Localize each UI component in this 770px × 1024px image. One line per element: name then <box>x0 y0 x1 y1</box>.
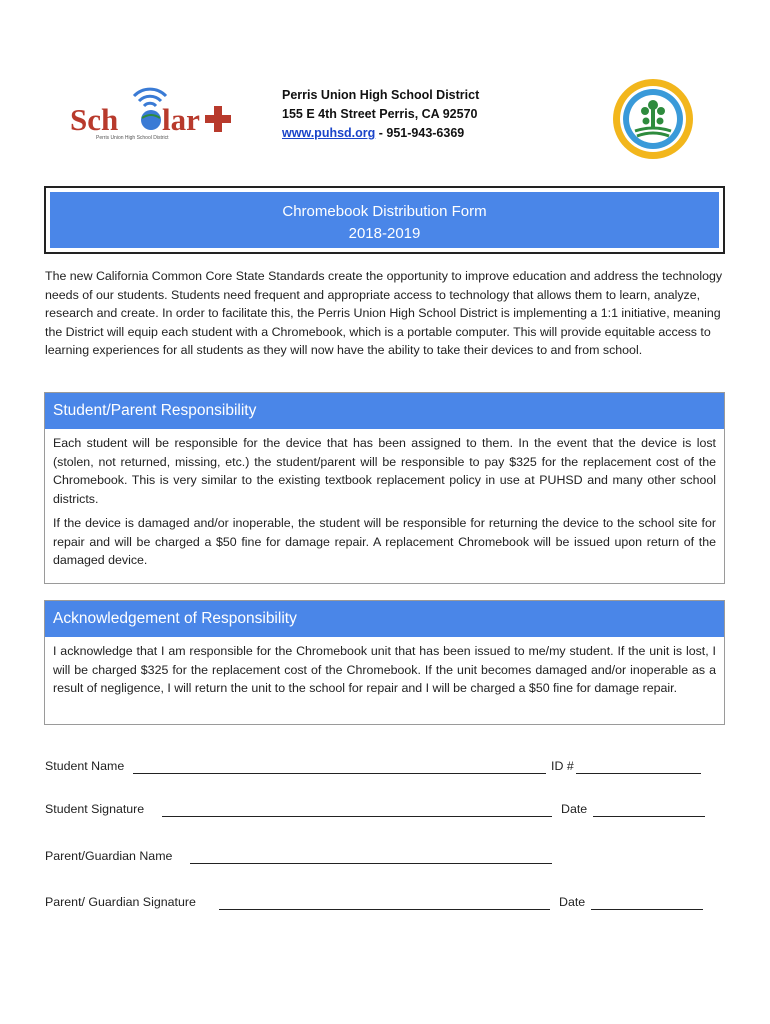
district-address: 155 E 4th Street Perris, CA 92570 <box>282 107 478 121</box>
website-link[interactable]: www.puhsd.org <box>282 126 376 140</box>
date-line-1[interactable] <box>593 816 705 817</box>
seal-graphic <box>612 78 694 160</box>
separator: - <box>375 126 387 140</box>
logo-tagline: Perris Union High School District <box>96 135 169 141</box>
date-label-1: Date <box>561 802 588 816</box>
form-title: Chromebook Distribution Form <box>282 203 487 220</box>
student-name-line[interactable] <box>133 773 546 774</box>
acknowledgement-text: I acknowledge that I am responsible for the Chromebook unit that has been issued to me/my student. If the unit is lost, I will be charged $325 for the replacement cost of the Chromebook. If the unit becomes damaged and/or inoperable as a result of negligence, I will return the unit to the school for repair and I will be charged a $50 fine for damage repair. <box>53 644 716 696</box>
responsibility-heading: Student/Parent Responsibility <box>45 393 724 429</box>
id-line[interactable] <box>576 773 701 774</box>
svg-text:Sch: Sch <box>70 102 119 137</box>
parent-signature-line[interactable] <box>219 909 550 910</box>
form-year: 2018-2019 <box>348 225 421 242</box>
responsibility-para-2: If the device is damaged and/or inoperable, the student will be responsible for returning the device to the school site for repair and will be charged a $50 fine for damage repair. A replacement Chromebook will be issued upon return of the damaged device. <box>53 515 716 568</box>
date-label-2: Date <box>559 895 586 909</box>
responsibility-section <box>44 392 725 584</box>
acknowledgement-body <box>45 637 724 703</box>
acknowledgement-heading: Acknowledgement of Responsibility <box>45 601 724 637</box>
form-title-banner <box>50 192 719 248</box>
student-signature-line[interactable] <box>162 816 552 817</box>
id-label: ID # <box>551 759 574 773</box>
svg-text:lar: lar <box>162 102 200 137</box>
district-name: Perris Union High School District <box>282 88 480 102</box>
district-contact <box>282 124 479 143</box>
parent-name-line[interactable] <box>190 863 552 864</box>
parent-signature-label: Parent/ Guardian Signature <box>45 895 196 909</box>
date-line-2[interactable] <box>591 909 703 910</box>
responsibility-para-1: Each student will be responsible for the device that has been assigned to them. In the event that the device is lost (stolen, not returned, missing, etc.) the student/parent will be responsible to pay $325 for the replacement cost of the Chromebook. This is very similar to the existing textbook replacement policy in use at PUHSD and many other school districts. <box>53 436 716 507</box>
phone-number: 951-943-6369 <box>386 126 465 140</box>
district-header <box>282 86 479 143</box>
district-seal <box>612 78 694 160</box>
parent-name-label: Parent/Guardian Name <box>45 849 173 863</box>
student-signature-label: Student Signature <box>45 802 145 816</box>
form-title-box <box>44 186 725 254</box>
acknowledgement-section <box>44 600 725 725</box>
student-name-label: Student Name <box>45 759 125 773</box>
intro-paragraph: The new California Common Core State Standards create the opportunity to improve education and address the technology needs of our students. Students need frequent and appropriate access to technology that allows them to learn, analyze, research and create. In order to facilitate this, the Perris Union High School District is implementing a 1:1 initiative, meaning the District will equip each student with a Chromebook, which is a portable computer. This will provide equitable access to learning experiences for all students as they will now have the ability to take their devices to and from school. <box>45 269 723 358</box>
responsibility-body <box>45 429 724 575</box>
